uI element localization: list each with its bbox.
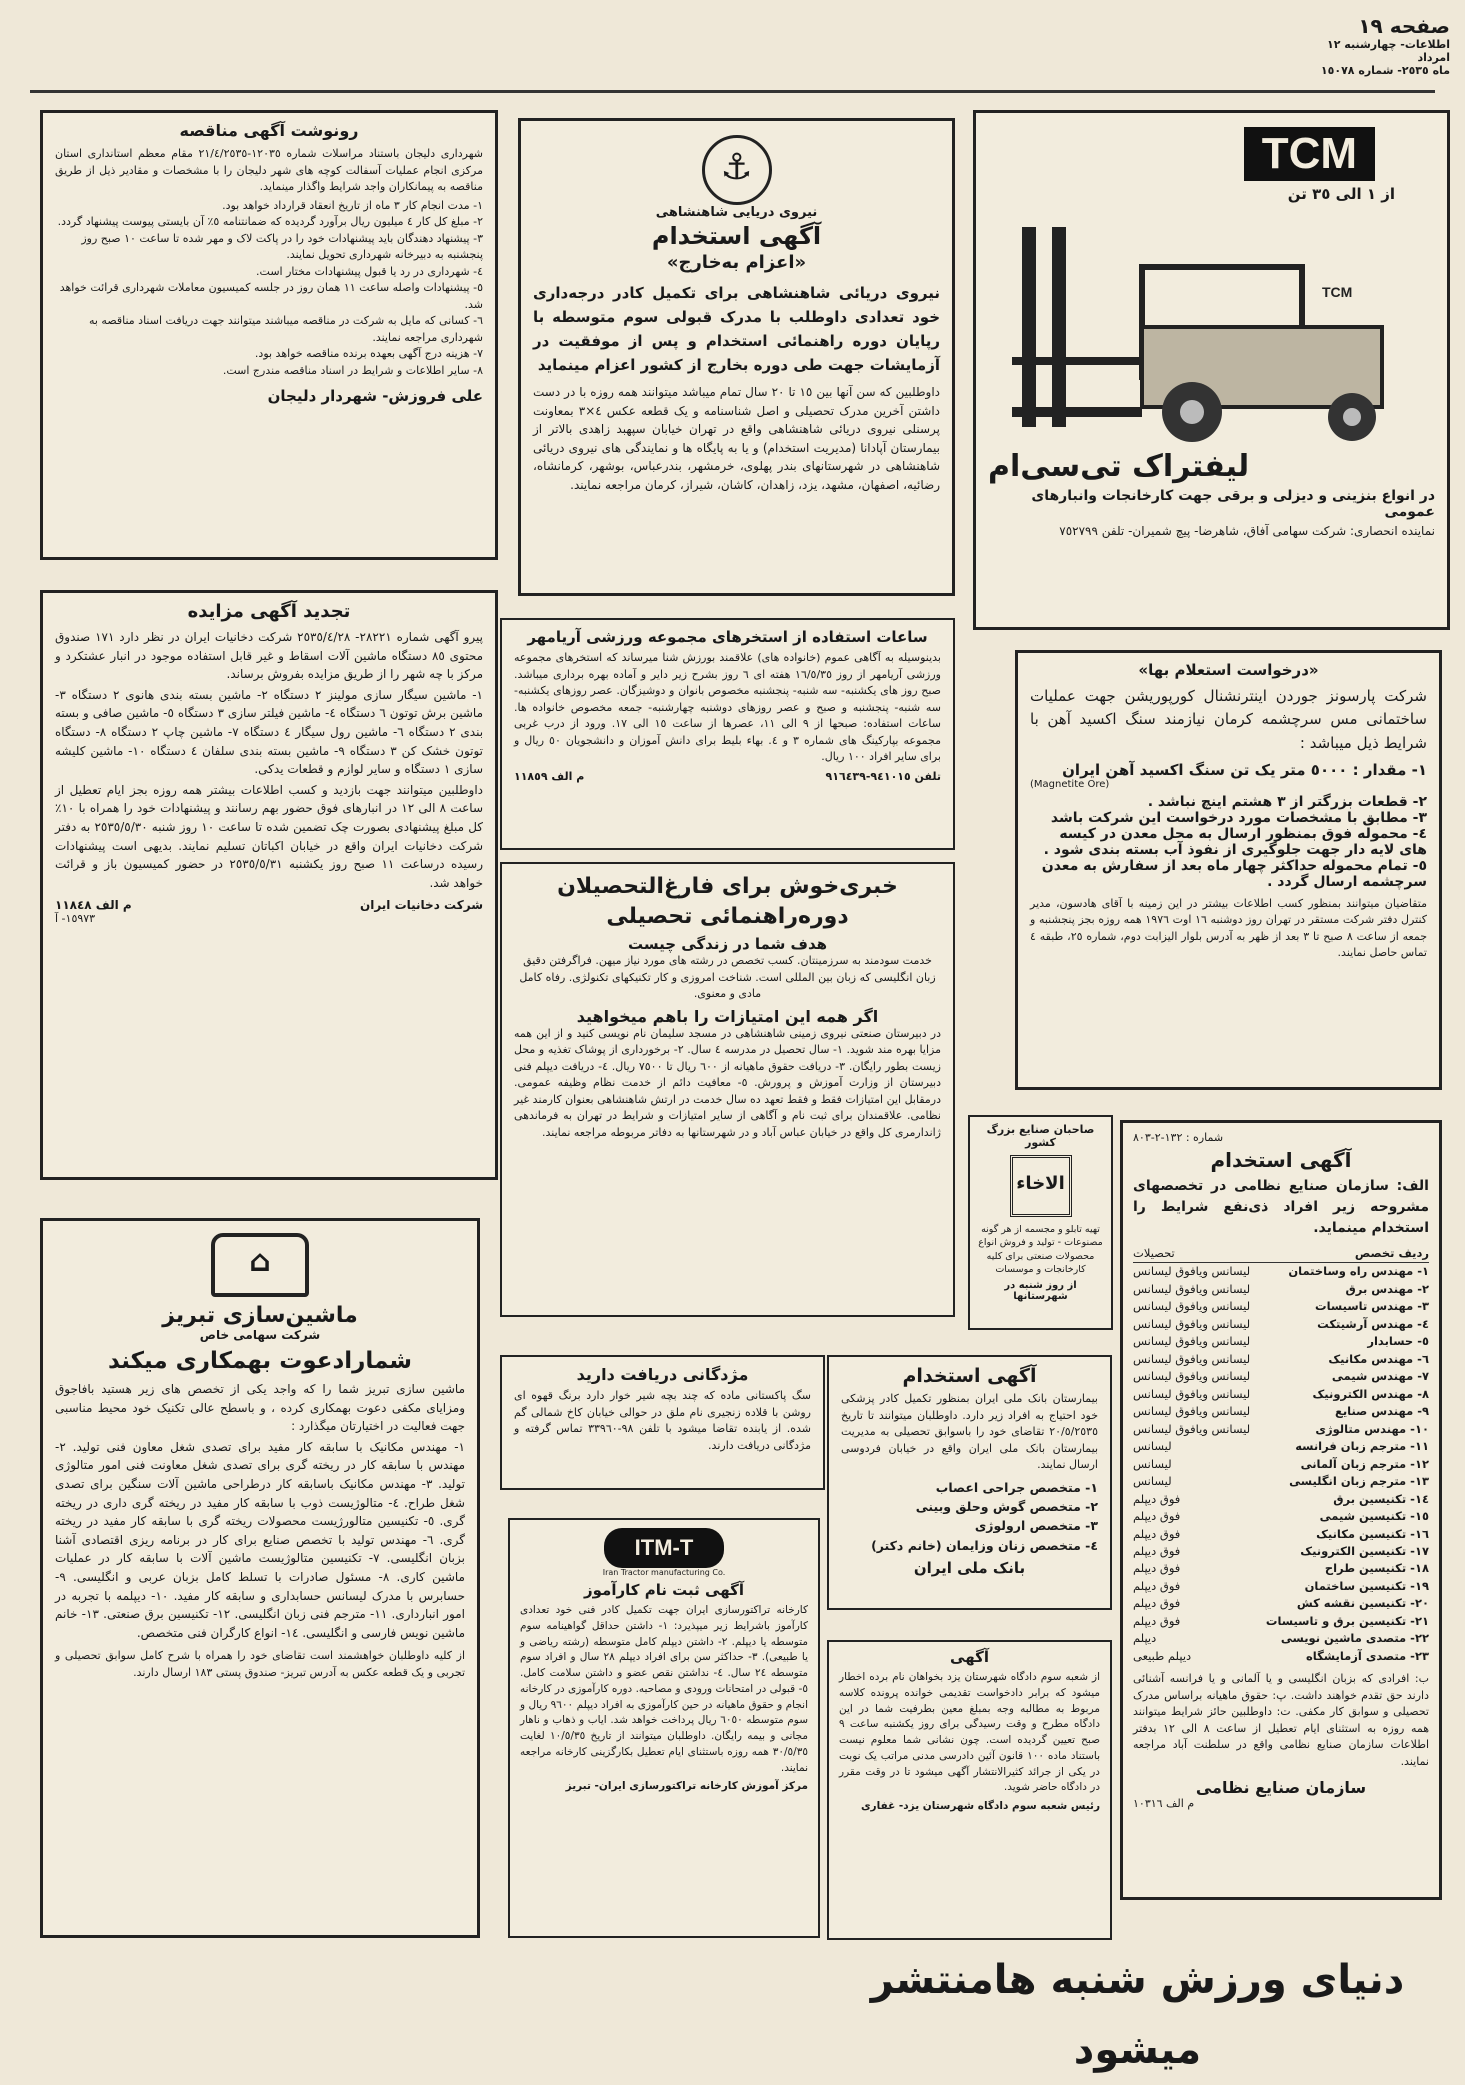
technical-school-ad — [500, 862, 955, 1317]
bank-position-1: ١- متخصص جراحی اعصاب — [935, 1479, 1098, 1495]
military-lead: الف: سازمان صنایع نظامی در تخصصهای مشروحه زیر افراد ذی‌نفع شرایط را استخدام مینماید. — [1133, 1178, 1429, 1236]
table-row: ٢١- تکنیسین برق و تاسیسات فوق دیپلم — [1133, 1613, 1429, 1628]
auction-code: ١٥٩٧٣- آ — [55, 912, 96, 926]
inquiry-item-2: ٢- قطعات بزرگتر از ٣ هشتم اینچ نباشد . — [1147, 793, 1427, 810]
bank-title: آگهی استخدام — [902, 1365, 1037, 1387]
military-signature: سازمان صنایع نظامی — [1195, 1778, 1367, 1798]
inquiry-latin: (Magnetite Ore) — [1030, 778, 1110, 790]
military-title: آگهی استخدام — [1210, 1148, 1352, 1172]
auction-company: شرکت دخانیات ایران — [359, 898, 483, 913]
navy-lead: نیروی دریائی شاهنشاهی برای تکمیل کادر درجه‌داری خود تعدادی داوطلب با مدرک قبولی سوم متوسطه با رپایان دوره راهنمائی استخدام و پس از موفقیت در آزمایشات جهت طی دوره بخارج از کشور اعزام مینماید — [533, 284, 940, 374]
anchor-icon: ⚓ — [702, 135, 772, 205]
issue-number: ماه ٢٥٣٥- شماره ١٥٠٧٨ — [1320, 64, 1450, 77]
tcm-forklift-ad — [973, 110, 1450, 630]
tcm-logo: TCM — [1244, 127, 1375, 181]
bank-position-2: ٢- متخصص گوش وحلق وبینی — [915, 1498, 1098, 1514]
industry-logo-icon: الاخاء — [1010, 1155, 1072, 1217]
tender-item-3: ٣- پیشنهاد دهندگان باید پیشنهادات خود را در پاکت لاک و مهر شده تا ساعت ١٠ صبح روز پنجشنبه به دبیرخانه شهرداری تحویل نمایند. — [81, 231, 483, 261]
tabriz-footer: از کلیه داوطلبان خواهشمند است تقاضای خود را همراه با شرح کامل سوابق تحصیلی و تجربی و یک قطعه عکس به آدرس تبریز- صندوق پستی ١٨٣ ارسال دارند. — [55, 1649, 465, 1679]
lost-dog-reward-ad — [500, 1355, 825, 1490]
military-ref-number: شماره : ١٣٢-٢-٨٠٣ — [1133, 1131, 1224, 1144]
table-row: ١٥- تکنیسین شیمی فوق دیپلم — [1133, 1509, 1429, 1524]
table-row: ٢- مهندس برق لیسانس ویافوق لیسانس — [1133, 1281, 1429, 1296]
price-inquiry-ad — [1015, 650, 1442, 1090]
tabriz-title: شمارادعوت بهمکاری میکند — [107, 1348, 413, 1374]
pool-hours-ad — [500, 618, 955, 850]
tabriz-machine-ad — [40, 1218, 480, 1938]
court-notice-ad — [827, 1640, 1112, 1940]
tender-body: شهرداری دلیجان باستناد مراسلات شماره ١٢٠٣٥-٢١/٤/٢٥٣٥ مقام معظم استانداری استان مرکزی انجام عملیات آسفالت کوچه های شهر دلیجان را با مشخصات و مقادیر ذیل از طریق مناقصه به پیمانکاران واجد شرایط واگذار مینماید. — [55, 147, 483, 193]
table-row: ٦- مهندس مکانیک لیسانس ویافوق لیسانس — [1133, 1351, 1429, 1366]
table-row: ١٧- تکنیسین الکترونیک فوق دیپلم — [1133, 1543, 1429, 1558]
tender-item-7: ٧- هزینه درج آگهی بعهده برنده مناقصه خواهد بود. — [254, 347, 483, 360]
forklift-illustration — [992, 207, 1432, 447]
tractor-signature: مرکز آموزش کارخانه تراکتورسازی ایران- تبریز — [565, 1780, 808, 1793]
tender-item-1: ١- مدت انجام کار ٣ ماه از تاریخ انعقاد قرارداد خواهد بود. — [222, 198, 483, 212]
pool-body: بدینوسیله به آگاهی عموم (خانواده های) علاقمند بورزش شنا میرساند که استخرهای مجموعه ورزشی آریامهر از روز ١٦/٥/٣٥ هفته ای ٦ روز بشرح زیر دایر و آماده بهره برداری میباشد. صبح روز های یکشنبه- سه شنبه- پنجشنبه مخصوص بانوان و دوشیزگان. عصر روزهای یکشنبه- سه شنبه- پنجشنبه و صبح و عصر روزهای دوشنبه چهارشنبه- جمعه مخصوص خانواده ها. ساعات استفاده: صبحها از ٩ الی ١١، عصرها از ساعت ١٥ الی ١٧. ورود از درب غربی مجموعه بپارکینگ های شماره ٣ و ٤. بهاء بلیط برای دانش آموزان و دانشجویان ٥٠ ریال و برای سایر افراد ١٠٠ ریال. — [514, 651, 941, 763]
school-question: هدف شما در زندگی چیست — [627, 935, 828, 954]
bank-body: بیمارستان بانک ملی ایران بمنظور تکمیل کادر پزشکی خود احتیاج به افراد زیر دارد. داوطلبان میتوانند تا تاریخ ٢٠/٥/٢٥٣٥ تقاضای خود را باسوابق تحصیلی به مدیریت بیمارستان بانک ملی ایران واقع در خیابان فردوسی ارسال نمایند. — [841, 1392, 1098, 1471]
navy-body: داوطلبین که سن آنها بین ١٥ تا ٢٠ سال تمام میباشد میتوانند همه روزه با در دست داشتن آخرین مدرک تحصیلی و اصل شناسنامه و یک قطعه عکس ٤×٣ بمعاونت پرسنلی نیروی دریائی شاهنشاهی واقع در تهران خیابان سپهبد زاهدی بالاتر از بیمارستان آپادانا (مدیریت استخدام) و یا به پایگاه ها و نمایندگی های نیروی دریائی شاهنشاهی در شهرستانهای بندر پهلوی، خرمشهر، بندرعباس، بوشهر، کرمانشاه، رضائیه، اصفهان، مشهد، یزد، زاهدان، کاشان، شیراز، کرمان مراجعه نمایند. — [533, 385, 941, 492]
table-row: ٥- حسابدار لیسانس ویافوق لیسانس — [1133, 1334, 1429, 1349]
table-row: ٤- مهندس آرشیتکت لیسانس ویافوق لیسانس — [1133, 1316, 1429, 1331]
tractor-title: آگهی ثبت نام کارآموز — [584, 1581, 744, 1599]
tractor-logo-caption: Iran Tractor manufacturing Co. — [602, 1568, 726, 1577]
tractor-logo-icon: ITM-T — [604, 1528, 724, 1568]
column-field: ردیف تخصص — [1354, 1246, 1429, 1260]
tabriz-intro: ماشین سازی تبریز شما را که واجد یکی از تخصص های زیر هستید بافاجوق ومزایای مکفی دعوت بهمکاری کرده ، و باسطح عالی تکنیک خود محیط مناسبی جهت فعالیت در اختیارتان میگذارد : — [55, 1382, 465, 1434]
table-row: ٩- مهندس صنایع لیسانس ویافوق لیسانس — [1133, 1404, 1429, 1419]
tender-item-4: ٤- شهرداری در رد یا قبول پیشنهادات مختار است. — [256, 264, 483, 278]
table-row: ١٢- مترجم زبان آلمانی لیسانس — [1133, 1456, 1429, 1471]
auction-list: ١- ماشین سیگار سازی مولینز ٢ دستگاه ٢- ماشین بسته بندی هانوی ٢ دستگاه ٣- ماشین برش توتون ٦ دستگاه ٤- ماشین فیلتر سازی ٣ دستگاه ٥- ماشین صافی و بسته بندی ٢ دستگاه ٦- ماشین رول سیگار ٤ دستگاه ٧- ماشین چاپ ٢ دستگاه ٨- دستگاه توتون خشک کن ٣ دستگاه ٩- ماشین بسته بندی سلفان ٤ دستگاه ١٠- ماشین کلیشه سازی ١ دستگاه و سایر لوازم و قطعات یدکی. — [55, 687, 484, 777]
auction-terms: داوطلبین میتوانند جهت بازدید و کسب اطلاعات بیشتر همه روزه بجز ایام تعطیل از ساعت ٨ الی ١٢ در انبارهای فوق حضور بهم رسانند و پیشنهادات خود را همراه با ١٠٪ کل مبلغ پیشنهادی بصورت چک تضمین شده تا ساعت ١٠ روز شنبه ٢٥٣٥/٥/٣٠ به دفتر شرکت دخانیات ایران واقع در خیابان اکباتان تسلیم نمایند. بدیهی است پیشنهادات رسیده درساعت ١١ صبح روز یکشنبه ٢٥٣٥/٥/٣١ در حضور کمیسیون باز و قرائت خواهد شد. — [55, 782, 484, 890]
tender-ad — [40, 110, 498, 560]
reward-body: سگ پاکستانی ماده که چند بچه شیر خوار دارد برنگ قهوه ای روشن با قلاده زنجیری نام ملق در حوالی خیابان کاخ شمالی گم شده. از یابنده تقاضا میشود با تلفن ٩٨-٣٣٩٦٠ تماس گرفته و مژدگانی دریافت دارند. — [514, 1389, 811, 1452]
bank-position-4: ٤- متخصص زنان وزایمان (خانم دکتر) — [871, 1537, 1098, 1553]
tractor-body: کارخانه تراکتورسازی ایران جهت تکمیل کادر فنی خود تعدادی کارآموز باشرایط زیر میپذیرد: ١- داشتن حداقل گواهینامه سوم متوسطه یا دیپلم. ٢- داشتن دیپلم کامل متوسطه (رشته ریاضی و یا طبیعی). ٣- حداکثر سن برای افراد دیپلم ٢٨ سال و افراد سوم متوسطه ٢٤ سال. ٤- نداشتن نقص عضو و داشتن سلامت کامل. ٥- قبولی در امتحانات ورودی و مصاحبه. دوره کارآموزی در کارخانه انجام و حقوق ماهیانه در حین کارآموزی به افراد دیپلم ٩٦٠٠ ریال و سوم متوسطه ٦٠٥٠ ریال پرداخت خواهد شد. ایاب و ذهاب و ناهار مجانی و بیمه رایگان. داوطلبان میتوانند از تاریخ ١٠/٥/٣٥ لغایت ٣٠/٥/٣٥ همه روزه باستثنای ایام تعطیل بکارگزینی کارخانه مراجعه نمایند. — [520, 1604, 809, 1774]
table-row: ١٨- تکنیسین طراح فوق دیپلم — [1133, 1561, 1429, 1576]
industry-emblem-text: تهیه تابلو و مجسمه از هر گونه مصنوعات - تولید و فروش انواع محصولات صنعتی برای کلیه کارخانجات و موسسات — [978, 1224, 1103, 1275]
table-row: ٢٣- متصدی آزمایشگاه دیپلم طبیعی — [1133, 1648, 1429, 1663]
tender-signature: علی فروزش- شهردار دلیجان — [267, 387, 483, 405]
table-row: ٧- مهندس شیمی لیسانس ویافوق لیسانس — [1133, 1369, 1429, 1384]
table-row: ١١- مترجم زبان فرانسه لیسانس — [1133, 1439, 1429, 1454]
tender-item-2: ٢- مبلغ کل کار ٤ میلیون ریال برآورد گردیده که ضمانتنامه ٥٪ آن بایستی پیوست پیشنهاد گردد. — [57, 215, 483, 228]
page-number: صفحه ١٩ — [1358, 14, 1450, 38]
industry-emblem-caption: صاحبان صنایع بزرگ کشور — [986, 1123, 1095, 1149]
military-notes: ب: افرادی که بزبان انگلیسی و یا آلمانی و یا فرانسه آشنائی دارند حق تقدم خواهند داشت. پ: حقوق ماهیانه براساس مدرک تحصیلی و سوابق کار مکفی. ت: داوطلبین حائز شرایط میتوانند همه روزه به استثنای ایام تعطیل از ساعت ٨ الی ١٢ بدفتر اطلاعات سازمان صنایع نظامی واقع در سلطنت آباد مراجعه نمایند. — [1133, 1672, 1429, 1768]
tractor-apprentice-ad — [508, 1518, 820, 1938]
tabriz-logo-icon: ⌂ — [211, 1233, 309, 1297]
pool-ref: م الف ١١٨٥٩ — [514, 769, 585, 783]
school-title: خبری‌خوش برای فارغ‌التحصیلان دوره‌راهنمائی تحصیلی — [557, 874, 898, 929]
table-row: ٢٠- تکنیسین نقشه کش فوق دیپلم — [1133, 1596, 1429, 1611]
table-row: ١٦- تکنیسین مکانیک فوق دیپلم — [1133, 1526, 1429, 1541]
military-industries-ad — [1120, 1120, 1442, 1900]
table-row: ٢٢- متصدی ماشین نویسی دیپلم — [1133, 1631, 1429, 1646]
navy-subtitle: «اعزام به‌خارج» — [666, 252, 807, 273]
inquiry-item-4: ٤- محموله فوق بمنظور ارسال به محل معدن در کیسه های لایه دار جهت جلوگیری از نفوذ آب بسته بندی شود . — [1043, 825, 1427, 858]
table-row: ١٤- تکنیسین برق فوق دیپلم — [1133, 1491, 1429, 1506]
table-row: ١٩- تکنیسین ساختمان فوق دیپلم — [1133, 1578, 1429, 1593]
tabriz-company-name: ماشین‌سازی تبریز — [162, 1303, 358, 1328]
navy-title: آگهی استخدام — [651, 222, 822, 250]
tcm-capacity: از ١ الی ٣٥ تن — [1287, 185, 1395, 203]
table-row: ٨- مهندس الکترونیک لیسانس ویافوق لیسانس — [1133, 1386, 1429, 1401]
table-row: ١٠- مهندس متالوژی لیسانس ویافوق لیسانس — [1133, 1421, 1429, 1436]
tabriz-positions: ١- مهندس مکانیک با سابقه کار مفید برای تصدی شغل معاون فنی تولید. ٢- مهندس با سابقه کار در ریخته گری برای تصدی شغل معاونت فنی امور متالوژی تولید. ٣- مهندس مکانیک باسابقه کار درطراحی ماشین آلات سنگین برای تصدی شغل طراح. ٤- متالوژیست ذوب با سابقه کار مفید در ریخته گری داری در ریخته گری. ٥- تکنیسین متالورژیست محصولات ریخته گری با سابقه کار مفید در ریخته گری. ٦- مهندس تولید با تخصص صنایع برای کار در برنامه ریزی اقتصادی آشنا بزبان انگلیسی. ٧- تکنیسین متالوژیست ماشین آلات با سابقه کار در عملیات ماشین کاری. ٨- مسئول صادرات با تسلط کامل بزبان عربی و انگلیسی. ٩- حسابرس با مدرک لیسانس حسابداری و سابقه کار مفید. ١٠- دیپلمه با تجربه در امور انبارداری. ١١- مترجم فنی زبان انگلیسی. ١٢- تکنیسین برق صنعتی. ١٣- خانم ماشین نویس فارسی و انگلیسی. ١٤- انواع کارگران فنی متخصص. — [55, 1439, 466, 1640]
tender-item-5: ٥- پیشنهادات واصله ساعت ١١ همان روز در جلسه کمیسیون معاملات شهرداری قرائت خواهد شد. — [59, 281, 483, 311]
auction-title: تجدید آگهی مزایده — [187, 601, 351, 622]
industry-emblem-sign: از روز شنبه در شهرستانها — [1004, 1280, 1077, 1303]
pool-title: ساعات استفاده از استخرهای مجموعه ورزشی آریامهر — [527, 628, 928, 646]
auction-ad — [40, 590, 498, 1180]
school-subtitle: اگر همه این امتیازات را باهم میخواهید — [576, 1006, 879, 1026]
navy-emblem-caption: نیروی دریایی شاهنشاهی — [655, 205, 818, 220]
page-header — [1300, 14, 1450, 77]
tcm-product-line: در انواع بنزینی و دیزلی و برقی جهت کارخانجات وانبارهای عمومی — [1031, 488, 1435, 520]
inquiry-item-1: ١- مقدار : ٥٠٠٠ متر یک تن سنگ اکسید آهن ایران — [1062, 760, 1427, 779]
school-body: در دبیرستان صنعتی نیروی زمینی شاهنشاهی در مسجد سلیمان نام نویسی کنید و از این همه مزایا بهره مند شوید. ١- سال تحصیل در مدرسه ٤ سال. ٢- برخورداری از پوشاک تغذیه و محل زیست بطور رایگان. ٣- دریافت حقوق ماهیانه از ٦٠٠ ریال تا ٧٥٠٠ ریال. ٤- دریافت دیپلم فنی دبیرستان از وزارت آموزش و پرورش. ٥- معافیت دائم از خدمت نظام وظیفه عمومی. درمقابل این امتیازات فقط و فقط تعهد ده سال خدمت در ارتش شاهنشاهی بعنوان کارمند غیر نظامی. علاقمندان برای ثبت نام و آگاهی از سایر امتیازات و شرایط در تهران به فرماندهی ژاندارمری کل واقع در خیابان عباس آباد و در شهرستانها به دفاتر مربوطه مراجعه نمایند. — [514, 1026, 941, 1139]
header-rule — [30, 90, 1435, 93]
issue-date: اطلاعات- چهارشنبه ١٢ امرداد — [1327, 38, 1450, 64]
reward-title: مژدگانی دریافت دارید — [576, 1365, 749, 1384]
navy-recruitment-ad — [518, 118, 955, 596]
inquiry-title: «درخواست استعلام بها» — [1138, 661, 1319, 679]
inquiry-item-3: ٣- مطابق با مشخصات مورد درخواست این شرکت باشد — [1050, 809, 1427, 826]
industry-emblem-ad — [968, 1115, 1113, 1330]
sports-weekly-banner: دنیای ورزش شنبه هامنتشر میشود — [870, 1957, 1405, 2073]
military-ref-code: م الف ١٠٣١٦ — [1133, 1797, 1195, 1811]
court-signature: رئیس شعبه سوم دادگاه شهرستان یزد- غفاری — [860, 1800, 1100, 1812]
bank-position-3: ٣- متخصص ارولوژی — [974, 1518, 1098, 1534]
tcm-representative: نماینده انحصاری: شرکت سهامی آفاق، شاهرضا- پیچ شمیران- تلفن ٧٥٢٧٩٩ — [1059, 524, 1435, 538]
court-title: آگهی — [950, 1648, 989, 1666]
pool-phone: تلفن ٩٤١٠١٥-٩١٦٤٣٩ — [825, 769, 941, 783]
tender-title: رونوشت آگهی مناقصه — [179, 121, 359, 140]
table-row: ١٣- مترجم زبان انگلیسی لیسانس — [1133, 1474, 1429, 1489]
inquiry-contact: متقاضیان میتوانند بمنظور کسب اطلاعات بیشتر در این زمینه با آقای هادسون، مدیر کنترل دفتر شرکت مستقر در تهران روز دوشنبه ١٦ اوت ١٩٧٦ همه روزه بجز پنجشنبه و جمعه از ساعت ٨ صبح تا ٣ بعد از ظهر به آدرس بلوار الیزابت دوم، شماره ٢٥، طبقه ٤ تماس حاصل نمایند. — [1030, 896, 1427, 960]
table-row: ١- مهندس راه وساختمان لیسانس ویافوق لیسانس — [1133, 1264, 1429, 1279]
tabriz-company-type: شرکت سهامی خاص — [199, 1328, 321, 1342]
court-body: از شعبه سوم دادگاه شهرستان یزد بخواهان نام برده اخطار میشود که برابر دادخواست تقدیمی خوانده پرونده کلاسه مربوط به مطالبه وجه بمبلغ معین بطرفیت شما در این دادگاه مطرح و وقت رسیدگی برای روز یکشنبه ساعت ٩ صبح تعیین گردیده است. چون نشانی شما معلوم نیست باستناد ماده ١٠٠ قانون آئین دادرسی مدنی مراتب یک نوبت در یکی از جرائد کثیرالانتشار آگهی میشود تا در وقت مقرر در دادگاه حاضر شوید. — [839, 1671, 1101, 1794]
table-row: ٣- مهندس تاسیسات لیسانس ویافوق لیسانس — [1133, 1299, 1429, 1314]
school-goals: خدمت سودمند به سرزمینتان. کسب تخصص در رشته های مورد نیاز میهن. فراگرفتن دقیق زبان انگلیسی که زبان بین المللی است. شناخت امروزی و کار تکنیکهای تکنولژی. رفاه کامل مادی و معنوی. — [519, 954, 936, 1001]
inquiry-item-5: ٥- تمام محموله حداکثر چهار ماه بعد از سفارش به معدن سرچشمه ارسال گردد . — [1041, 857, 1427, 890]
bank-signature: بانک ملی ایران — [913, 1559, 1026, 1577]
auction-ref: م الف ١١٨٤٨ — [55, 898, 132, 913]
tcm-product-title: لیفتراک تی‌سی‌ام — [988, 449, 1250, 484]
auction-body: پیرو آگهی شماره ٢٨٢٢١- ٢٥٣٥/٤/٢٨ شرکت دخانیات ایران در نظر دارد ١٧١ صندوق محتوی ٨٥ دستگاه ماشین آلات اسقاط و غیر قابل استفاده موجود در انبار عشتکرد و مرکز با چه شهر را از طریق مزایده بفروش برساند. — [55, 630, 484, 682]
tender-item-8: ٨- سایر اطلاعات و شرایط در اسناد مناقصه مندرج است. — [222, 363, 483, 377]
svg-text:TCM: TCM — [1321, 284, 1352, 300]
inquiry-intro: شرکت پارسونز جوردن اینترنشنال کورپوریشن جهت عملیات ساختمانی مس سرچشمه کرمان نیازمند سنگ اکسید آهن با شرایط ذیل میباشد : — [1030, 687, 1427, 752]
tender-item-6: ٦- کسانی که مایل به شرکت در مناقصه میباشند میتوانند جهت دریافت اسناد مناقصه به شهرداری مراجعه نمایند. — [88, 314, 483, 344]
bank-hospital-ad — [827, 1355, 1112, 1610]
column-degree: تحصیلات — [1133, 1246, 1175, 1260]
